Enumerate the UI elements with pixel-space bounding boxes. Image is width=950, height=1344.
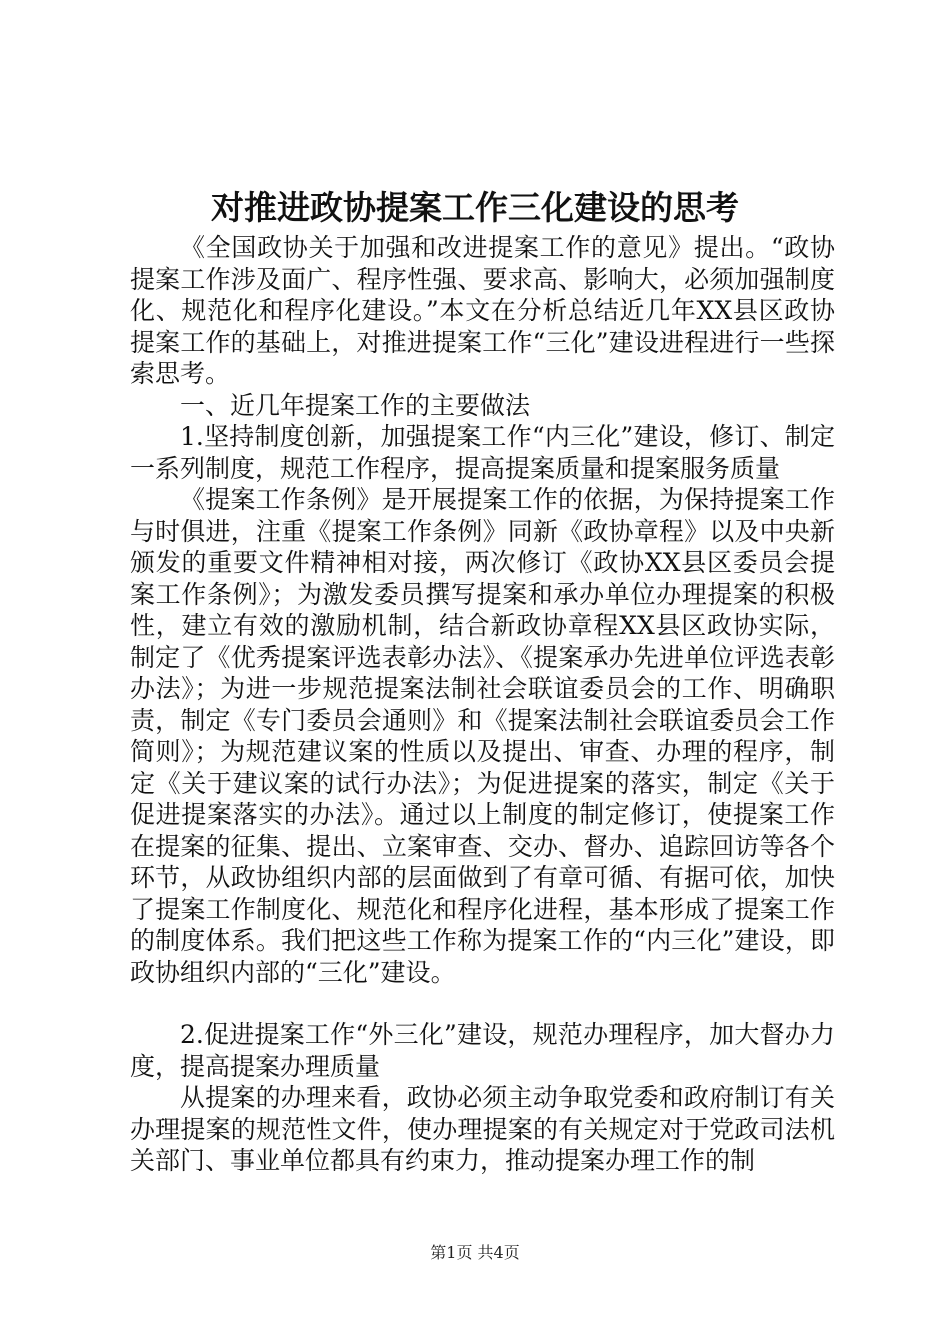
section-heading: 一、近几年提案工作的主要做法 xyxy=(180,390,531,420)
page-footer: 第1页 共4页 xyxy=(430,1243,520,1262)
paragraph-2: 从提案的办理来看，政协必须主动争取党委和政府制订有关办理提案的规范性文件，使办理提案的有关规定对于党政司法机关部门、事业单位都具有约束力，推动提案办理工作的制 xyxy=(130,1083,835,1175)
subheading-2: 2.促进提案工作“外三化”建设，规范办理程序，加大督办力度，提高提案办理质量 xyxy=(130,1020,835,1081)
subheading-1: 1.坚持制度创新，加强提案工作“内三化”建设，修订、制定一系列制度，规范工作程序，提高提案质量和提案服务质量 xyxy=(130,422,835,483)
document-body xyxy=(130,232,835,1177)
paragraph-1: 《提案工作条例》是开展提案工作的依据，为保持提案工作与时俱进，注重《提案工作条例》同新《政协章程》以及中央新颁发的重要文件精神相对接，两次修订《政协XX县区委员会提案工作条例》；为激发委员撰写提案和承办单位办理提案的积极性，建立有效的激励机制，结合新政协章程XX县区政协实际，制定了《优秀提案评选表彰办法》、《提案承办先进单位评选表彰办法》；为进一步规范提案法制社会联谊委员会的工作、明确职责，制定《专门委员会通则》和《提案法制社会联谊委员会工作简则》；为规范建议案的性质以及提出、审查、办理的程序，制定《关于建议案的试行办法》；为促进提案的落实，制定《关于促进提案落实的办法》。通过以上制度的制定修订，使提案工作在提案的征集、提出、立案审查、交办、督办、追踪回访等各个环节，从政协组织内部的层面做到了有章可循、有据可依，加快了提案工作制度化、规范化和程序化进程，基本形成了提案工作的制度体系。我们把这些工作称为提案工作的“内三化”建设，即政协组织内部的“三化”建设。 xyxy=(130,485,835,987)
paragraph-intro: 《全国政协关于加强和改进提案工作的意见》提出。“政协提案工作涉及面广、程序性强、要求高、影响大，必须加强制度化、规范化和程序化建设。”本文在分析总结近几年XX县区政协提案工作的基础上，对推进提案工作“三化”建设进程进行一些探索思考。 xyxy=(130,233,835,388)
document-title: 对推进政协提案工作三化建设的思考 xyxy=(211,188,739,227)
